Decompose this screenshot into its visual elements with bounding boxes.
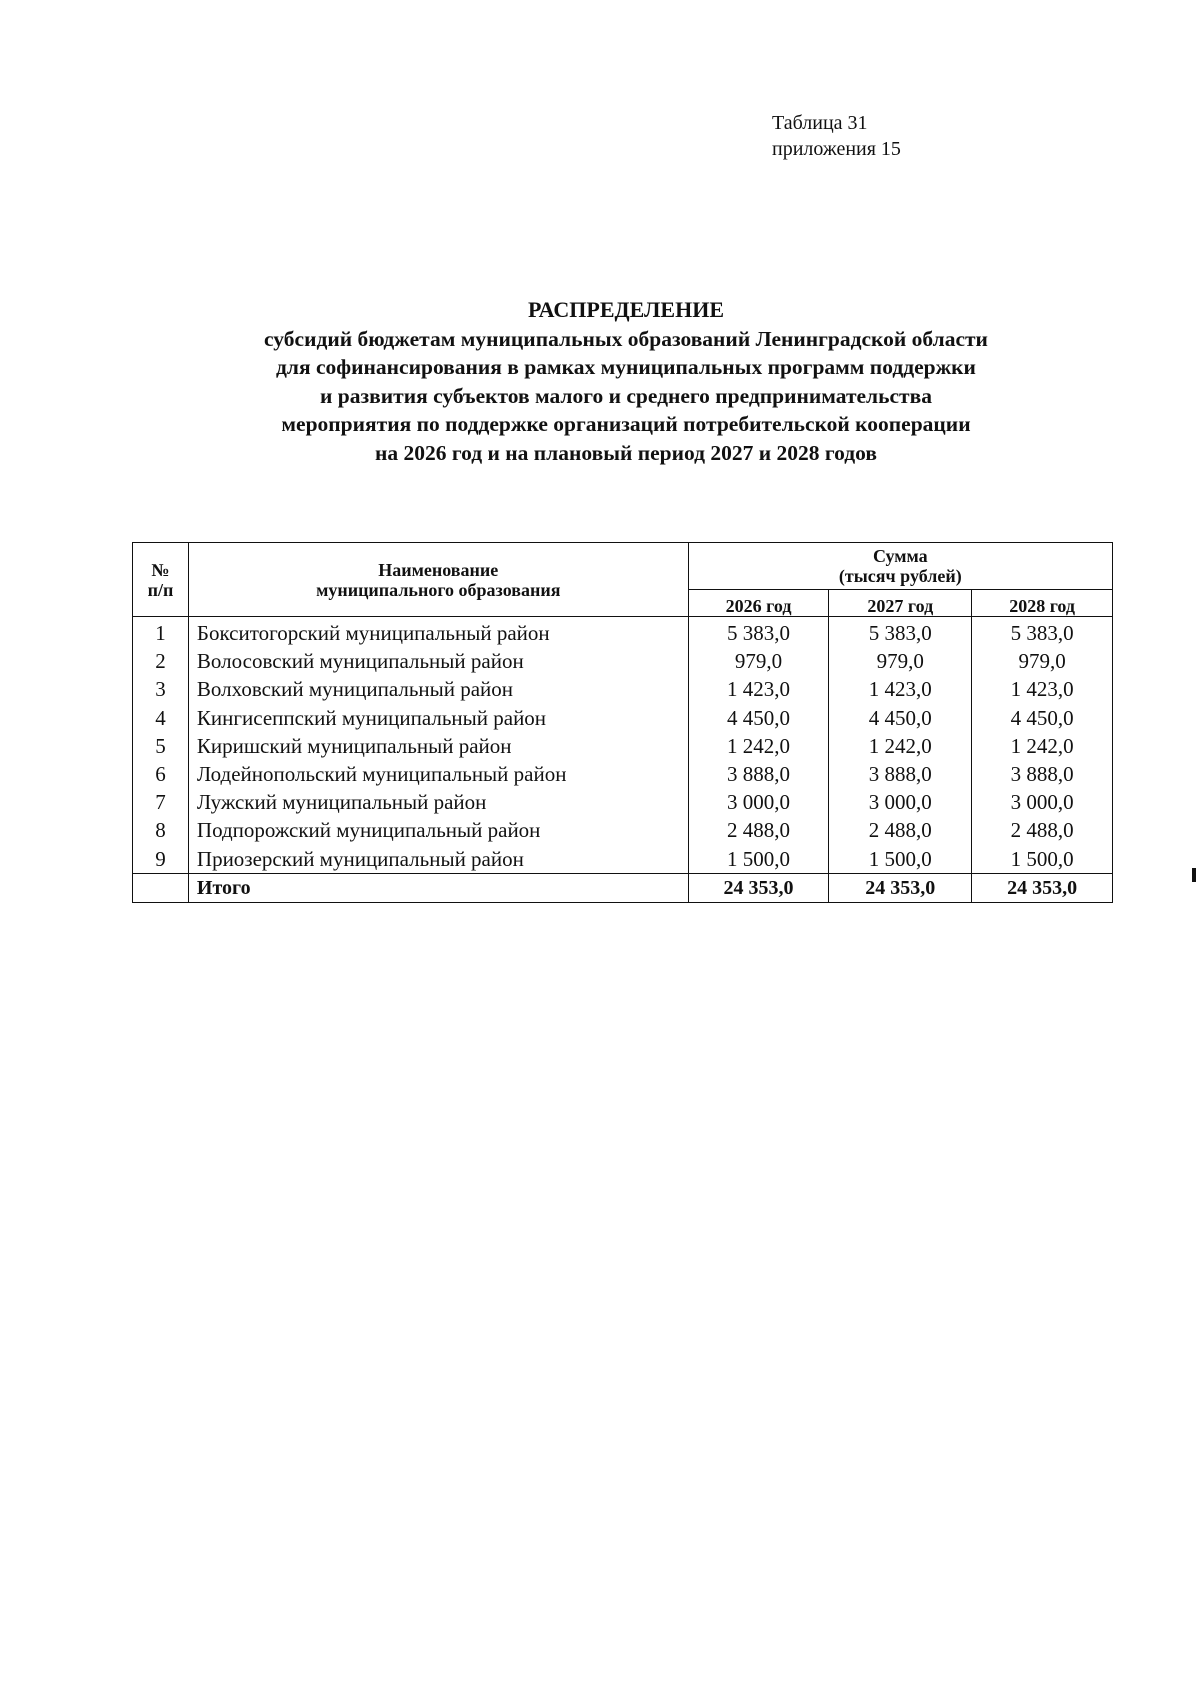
row-value-2026: 2 488,0 [688, 816, 829, 844]
row-value-2026: 1 423,0 [688, 675, 829, 703]
header-year-2026: 2026 год [688, 590, 829, 617]
table-reference [772, 110, 901, 162]
row-value-2027: 1 500,0 [829, 845, 972, 874]
row-name: Волосовский муниципальный район [188, 647, 688, 675]
row-number: 9 [133, 845, 189, 874]
row-value-2028: 5 383,0 [972, 617, 1113, 648]
reference-table-number: Таблица 31 [772, 112, 868, 134]
row-name: Лодейнопольский муниципальный район [188, 760, 688, 788]
total-row [133, 873, 1113, 902]
header-number: № п/п [133, 543, 189, 617]
header-year-2028: 2028 год [972, 590, 1113, 617]
title-line-2: для софинансирования в рамках муниципальных программ поддержки [276, 355, 976, 379]
row-number: 3 [133, 675, 189, 703]
row-number: 1 [133, 617, 189, 648]
row-value-2028: 1 242,0 [972, 732, 1113, 760]
document-title [120, 296, 1132, 467]
row-value-2027: 979,0 [829, 647, 972, 675]
row-value-2027: 2 488,0 [829, 816, 972, 844]
scan-mark [1192, 868, 1196, 882]
table-row [133, 788, 1113, 816]
total-value-2027: 24 353,0 [829, 873, 972, 902]
row-number: 5 [133, 732, 189, 760]
row-value-2028: 4 450,0 [972, 704, 1113, 732]
total-value-2026: 24 353,0 [688, 873, 829, 902]
row-name: Бокситогорский муниципальный район [188, 617, 688, 648]
row-number: 4 [133, 704, 189, 732]
table-row [133, 617, 1113, 648]
table-row [133, 732, 1113, 760]
row-number: 8 [133, 816, 189, 844]
row-value-2028: 2 488,0 [972, 816, 1113, 844]
total-value-2028: 24 353,0 [972, 873, 1113, 902]
row-name: Подпорожский муниципальный район [188, 816, 688, 844]
total-number-cell [133, 873, 189, 902]
title-line-4: мероприятия по поддержке организаций потребительской кооперации [281, 412, 971, 436]
row-value-2026: 3 888,0 [688, 760, 829, 788]
row-number: 7 [133, 788, 189, 816]
row-name: Киришский муниципальный район [188, 732, 688, 760]
header-sum: Сумма (тысяч рублей) [688, 543, 1112, 590]
header-year-2027: 2027 год [829, 590, 972, 617]
reference-appendix: приложения 15 [772, 138, 901, 160]
table-row [133, 704, 1113, 732]
title-line-1: субсидий бюджетам муниципальных образований Ленинградской области [264, 326, 988, 351]
row-number: 6 [133, 760, 189, 788]
row-name: Лужский муниципальный район [188, 788, 688, 816]
title-line-5: на 2026 год и на плановый период 2027 и 2028 годов [375, 440, 877, 465]
row-value-2028: 1 500,0 [972, 845, 1113, 874]
table-row [133, 675, 1113, 703]
row-value-2028: 979,0 [972, 647, 1113, 675]
table-row [133, 760, 1113, 788]
row-value-2026: 3 000,0 [688, 788, 829, 816]
table-row [133, 816, 1113, 844]
row-value-2028: 1 423,0 [972, 675, 1113, 703]
distribution-table [132, 542, 1113, 903]
row-value-2027: 1 423,0 [829, 675, 972, 703]
row-value-2026: 979,0 [688, 647, 829, 675]
title-main: РАСПРЕДЕЛЕНИЕ [527, 297, 724, 322]
row-name: Приозерский муниципальный район [188, 845, 688, 874]
row-value-2027: 3 888,0 [829, 760, 972, 788]
row-name: Волховский муниципальный район [188, 675, 688, 703]
row-value-2027: 5 383,0 [829, 617, 972, 648]
row-name: Кингисеппский муниципальный район [188, 704, 688, 732]
header-name: Наименование муниципального образования [188, 543, 688, 617]
table-row [133, 845, 1113, 874]
row-value-2027: 4 450,0 [829, 704, 972, 732]
row-value-2026: 1 500,0 [688, 845, 829, 874]
table-row [133, 647, 1113, 675]
title-line-3: и развития субъектов малого и среднего предпринимательства [320, 383, 932, 408]
row-value-2027: 1 242,0 [829, 732, 972, 760]
row-value-2028: 3 000,0 [972, 788, 1113, 816]
row-value-2026: 4 450,0 [688, 704, 829, 732]
row-number: 2 [133, 647, 189, 675]
row-value-2026: 5 383,0 [688, 617, 829, 648]
row-value-2027: 3 000,0 [829, 788, 972, 816]
total-label: Итого [188, 873, 688, 902]
row-value-2026: 1 242,0 [688, 732, 829, 760]
row-value-2028: 3 888,0 [972, 760, 1113, 788]
